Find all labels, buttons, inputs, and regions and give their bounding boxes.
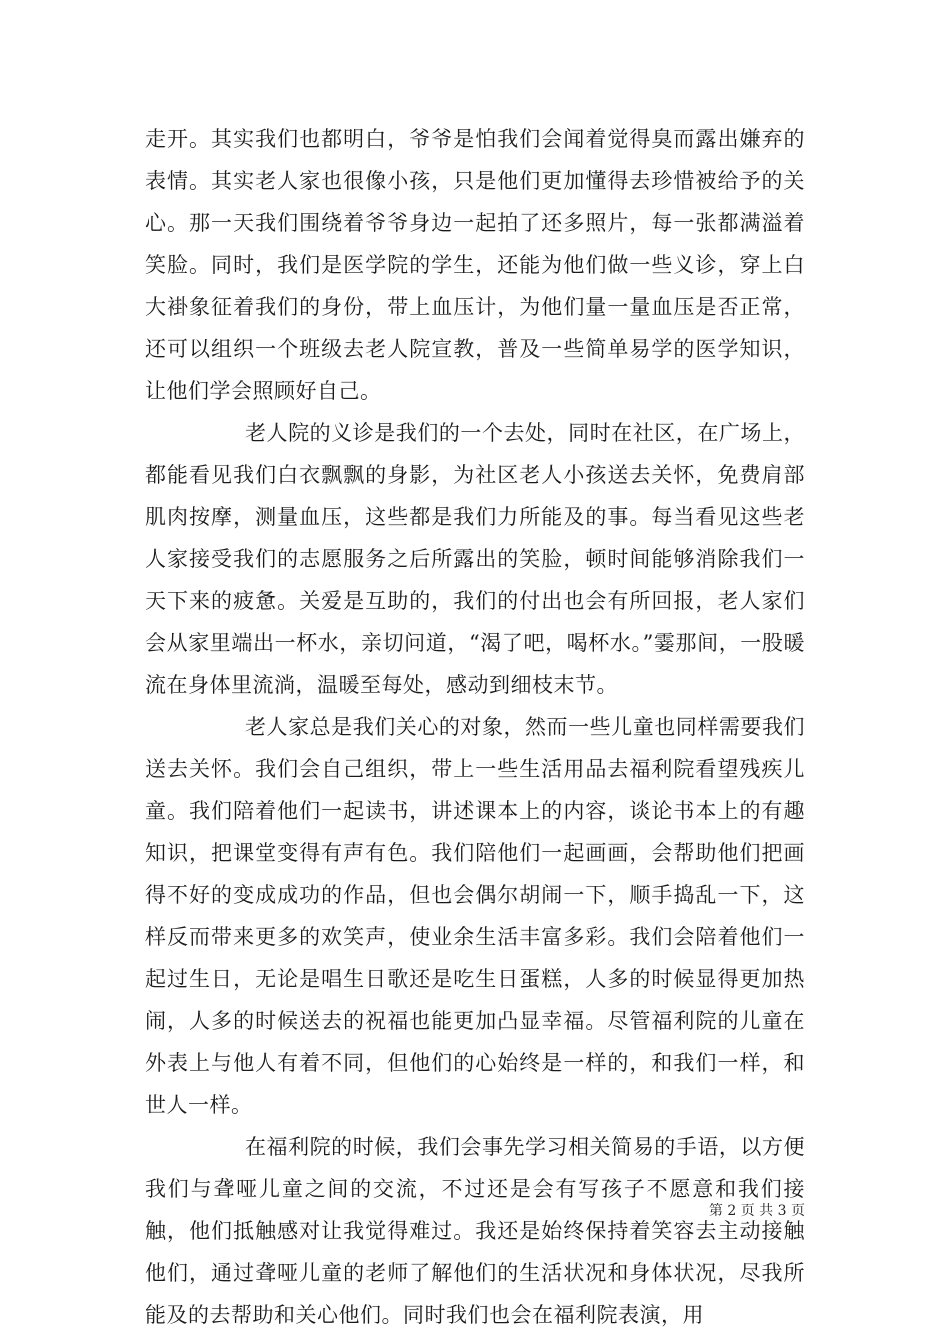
paragraph-4: 在福利院的时候，我们会事先学习相关简易的手语，以方便我们与聋哑儿童之间的交流，不过还是会有写孩子不愿意和我们接触，他们抵触感对让我觉得难过。我还是始终保持着笑容去主动接触他们，通过聋哑儿童的老师了解他们的生活状况和身体状况，尽我所能及的去帮助和关心他们。同时我们也会在福利院表演，用 (145, 1135, 805, 1327)
paragraph-1: 走开。其实我们也都明白，爷爷是怕我们会闻着觉得臭而露出嫌弃的表情。其实老人家也很像小孩，只是他们更加懂得去珍惜被给予的关心。那一天我们围绕着爷爷身边一起拍了还多照片，每一张都满溢着笑脸。同时，我们是医学院的学生，还能为他们做一些义诊，穿上白大褂象征着我们的身份，带上血压计，为他们量一量血压是否正常，还可以组织一个班级去老人院宣教，普及一些简单易学的医学知识，让他们学会照顾好自己。 (145, 127, 805, 403)
paragraph-3: 老人家总是我们关心的对象，然而一些儿童也同样需要我们送去关怀。我们会自己组织，带上一些生活用品去福利院看望残疾儿童。我们陪着他们一起读书，讲述课本上的内容，谈论书本上的有趣知识，把课堂变得有声有色。我们陪他们一起画画，会帮助他们把画得不好的变成成功的作品，但也会偶尔胡闹一下，顺手捣乱一下，这样反而带来更多的欢笑声，使业余生活丰富多彩。我们会陪着他们一起过生日，无论是唱生日歌还是吃生日蛋糕，人多的时候显得更加热闹，人多的时候送去的祝福也能更加凸显幸福。尽管福利院的儿童在外表上与他人有着不同，但他们的心始终是一样的，和我们一样，和世人一样。 (145, 715, 805, 1117)
page-number-footer: 第 2 页 共 3 页 (708, 1203, 805, 1219)
document-body (145, 118, 805, 1336)
paragraph-2: 老人院的义诊是我们的一个去处，同时在社区，在广场上，都能看见我们白衣飘飘的身影，为社区老人小孩送去关怀，免费肩部肌肉按摩，测量血压，这些都是我们力所能及的事。每当看见这些老人家接受我们的志愿服务之后所露出的笑脸，顿时间能够消除我们一天下来的疲惫。关爱是互助的，我们的付出也会有所回报，老人家们会从家里端出一杯水，亲切问道，“渴了吧，喝杯水。”霎那间，一股暖流在身体里流淌，温暖至每处，感动到细枝末节。 (145, 421, 805, 697)
